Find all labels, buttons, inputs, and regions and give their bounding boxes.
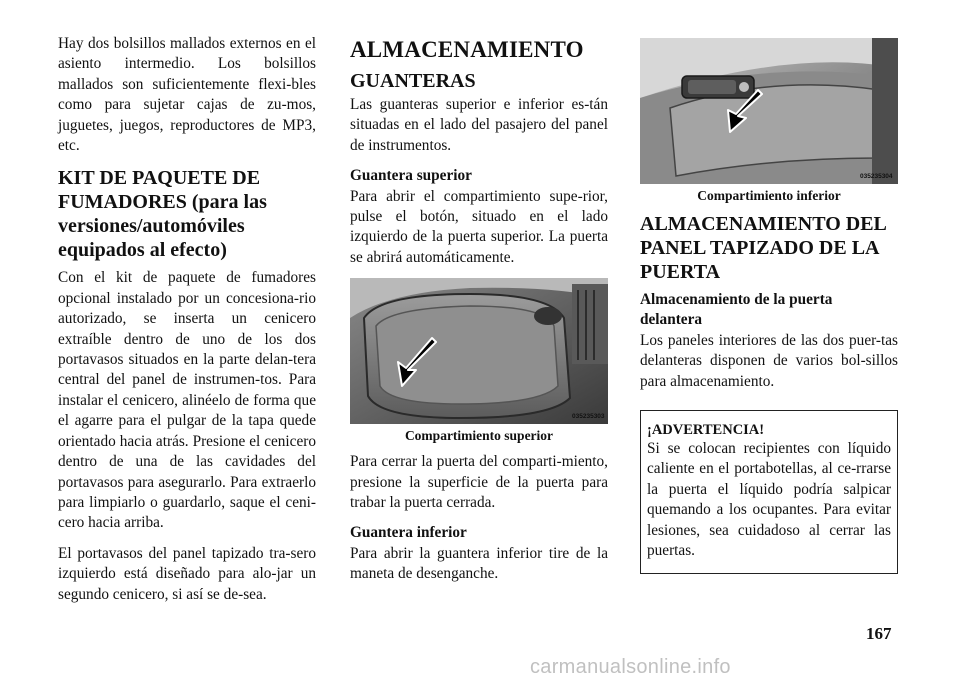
lower-glovebox-text: Para abrir la guantera inferior tire de la maneta de desenganche. — [350, 544, 608, 583]
rear-cupholder-paragraph: El portavasos del panel tapizado tra-sero izquierdo está diseñado para alo-jar un segundo cenicero, si así se de-sea. — [58, 544, 316, 603]
upper-glovebox-text: Para abrir el compartimiento supe-rior, pulse el botón, situado en el lado izquierdo de la puerta superior. La puerta se abrirá automáticamente. — [350, 187, 608, 266]
smokers-kit-paragraph: Con el kit de paquete de fumadores opcional instalado por un concesiona-rio autorizado, se inserta un cenicero extraíble dentro de uno de los dos portavasos situados en la parte delan-tera central del panel de instrumen-tos. Para instalar el cenicero, alinéelo de forma que el agarre para el pulgar de la tapa quede orientado hacia atrás. Presione el cenicero dentro de una de las cavidades del portavasos para asegurarlo. Para extraerlo para limpiarlo o guardarlo, saque el ceni-cero hacia arriba. — [58, 269, 316, 532]
warning-text: Si se colocan recipientes con líquido caliente en el portabotellas, al ce-rrarse la puerta el líquido podría salpicar quemando a los ocupantes. Para evitar lesiones, sea cuidadoso al cerrar las puertas. — [647, 440, 891, 560]
warning-box — [640, 410, 898, 574]
upper-figure-id: 035235303 — [572, 413, 605, 421]
upper-compartment-figure — [350, 278, 608, 444]
door-trim-storage-heading: ALMACENAMIENTO DEL PANEL TAPIZADO DE LA PUERTA — [640, 213, 886, 283]
watermark: carmanualsonline.info — [530, 656, 731, 678]
warning-title: ¡ADVERTENCIA! — [647, 422, 765, 439]
glove-boxes-heading: GUANTERAS — [350, 70, 476, 92]
front-door-storage-text: Los paneles interiores de las dos puer-tas delanteras disponen de varios bol-sillos para almacenamiento. — [640, 331, 898, 390]
upper-compartment-photo — [350, 278, 608, 424]
column-middle — [350, 34, 608, 595]
front-door-storage-title: Almacenamiento de la puerta delantera — [640, 291, 833, 329]
lower-compartment-figure — [640, 38, 898, 204]
close-door-text: Para cerrar la puerta del comparti-miento, presione la superficie de la puerta para trabar la puerta cerrada. — [350, 453, 608, 512]
column-left — [58, 34, 316, 615]
upper-glovebox-title: Guantera superior — [350, 167, 472, 185]
smokers-kit-heading: KIT DE PAQUETE DE FUMADORES (para las versiones/automóviles equipados al efecto) — [58, 167, 267, 262]
intro-paragraph: Hay dos bolsillos mallados externos en el asiento intermedio. Los bolsillos mallados son suficientemente flexi-bles como para sujetar cajas de zu-mos, juguetes, juegos, reproductores de MP3, etc. — [58, 35, 316, 155]
lower-glovebox-title: Guantera inferior — [350, 524, 467, 542]
storage-heading: ALMACENAMIENTO — [350, 37, 584, 62]
lower-figure-caption: Compartimiento inferior — [697, 188, 841, 203]
lower-compartment-photo — [640, 38, 898, 184]
page-number: 167 — [866, 624, 892, 643]
upper-figure-caption: Compartimiento superior — [404, 428, 554, 444]
glove-boxes-intro: Las guanteras superior e inferior es-tán situadas en el lado del pasajero del panel de instrumentos. — [350, 96, 608, 154]
column-right — [640, 38, 898, 574]
lower-figure-id: 035235304 — [860, 173, 893, 180]
